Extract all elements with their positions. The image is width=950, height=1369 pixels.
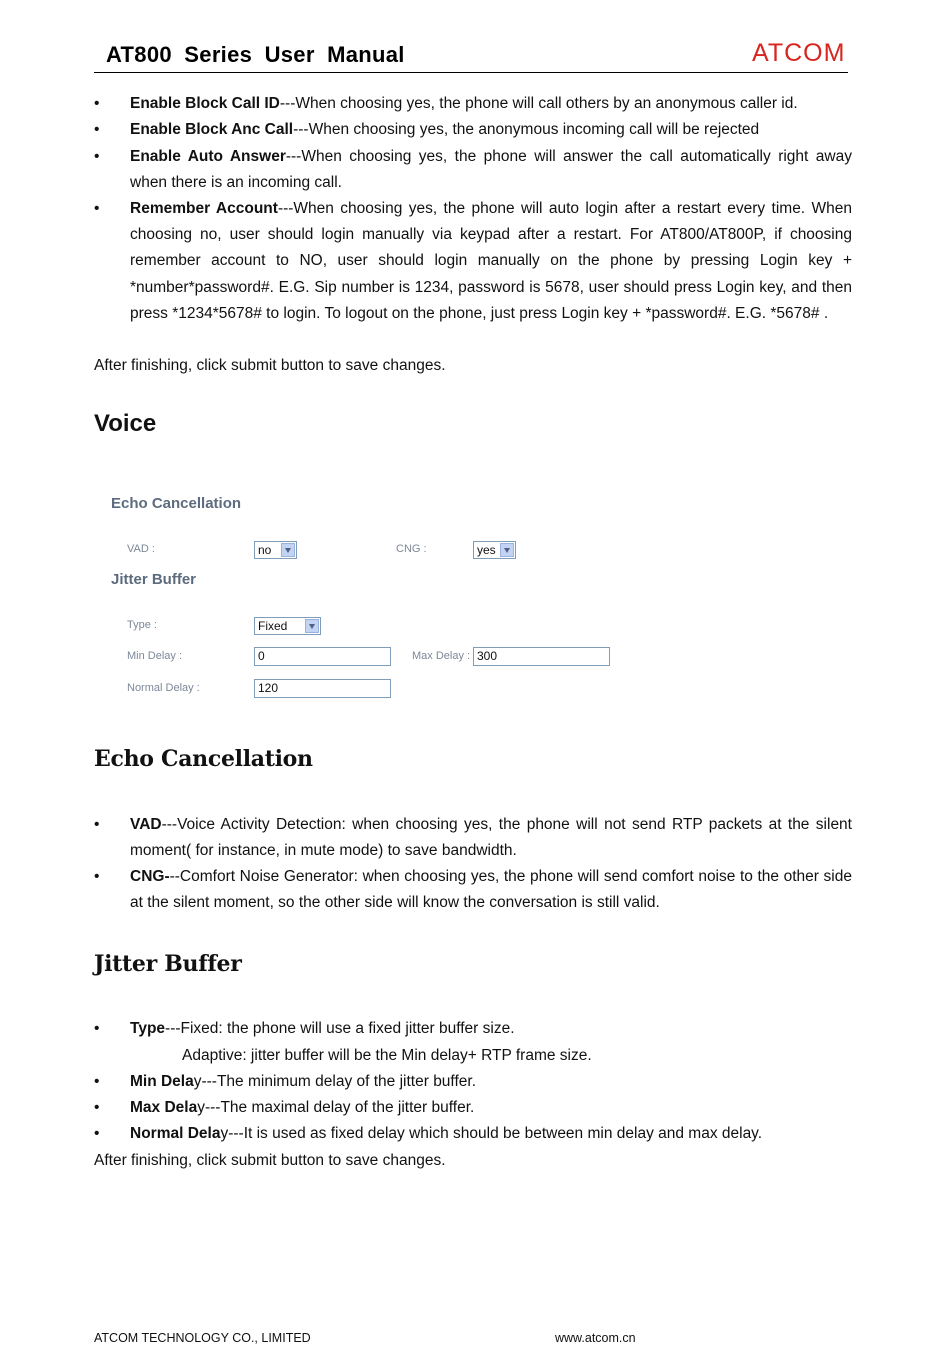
header-title: AT800 Series User Manual	[106, 42, 405, 67]
type-adaptive-text: Adaptive: jitter buffer will be the Min delay+ RTP frame size.	[182, 1047, 592, 1064]
bullet-icon: •	[94, 868, 100, 885]
normal-delay-input[interactable]: 120	[254, 679, 391, 698]
type-label: Type :	[127, 619, 157, 631]
after-finishing-note: After finishing, click submit button to save changes.	[94, 1152, 446, 1169]
after-finishing-note: After finishing, click submit button to save changes.	[94, 357, 446, 374]
list-item	[94, 812, 852, 864]
header-divider	[94, 72, 848, 73]
bullet-icon: •	[94, 1099, 100, 1116]
min-delay-label: Min Delay :	[127, 650, 183, 662]
bullet-term: Enable Block Anc Call	[130, 121, 294, 138]
cng-label: CNG :	[396, 543, 427, 555]
max-delay-label: Max Delay :	[412, 650, 471, 662]
bullet-text: ---When choosing yes, the phone will call others by an anonymous caller id.	[279, 95, 798, 112]
bullet-icon: •	[94, 95, 100, 112]
bullet-term: Enable Auto Answer	[130, 148, 286, 165]
bullet-text: y---The minimum delay of the jitter buffer.	[193, 1073, 476, 1090]
list-item	[94, 1121, 852, 1147]
chevron-down-icon[interactable]	[281, 543, 295, 557]
bullet-text: ---When choosing yes, the phone will answer the call automatically right away when there is an incoming call.	[130, 148, 852, 192]
section-heading-echo: Echo Cancellation	[94, 746, 313, 772]
bullet-icon: •	[94, 1073, 100, 1090]
bullet-term: Max Dela	[130, 1099, 198, 1116]
list-item	[94, 91, 852, 117]
bullet-text: y---The maximal delay of the jitter buffer.	[197, 1099, 475, 1116]
bullet-text: ---Fixed: the phone will use a fixed jitter buffer size.	[165, 1020, 515, 1037]
vad-select[interactable]	[254, 541, 297, 559]
bullet-icon: •	[94, 816, 100, 833]
bullet-term: Enable Block Call ID	[130, 95, 280, 112]
bullet-icon: •	[94, 148, 100, 165]
footer-website: www.atcom.cn	[555, 1331, 636, 1345]
type-select[interactable]	[254, 617, 321, 635]
bullet-icon: •	[94, 200, 100, 217]
bullet-icon: •	[94, 1125, 100, 1142]
section-heading-jitter: Jitter Buffer	[94, 951, 242, 977]
bullet-text: ---When choosing yes, the phone will auto login after a restart every time. When choosing no, user should login manually via keypad after a restart. For AT800/AT800P, if choosing remember account to NO, user should login manually on the phone by pressing Login key + *number*password#. E.G. Sip number is 1234, password is 5678, user should press Login key, and then press *1234*5678# to login. To logout on the phone, just press Login key + *password#. E.G. *5678# .	[130, 200, 852, 322]
bullet-text: --Comfort Noise Generator: when choosing yes, the phone will send comfort noise to the other side at the silent moment, so the other side will know the conversation is still valid.	[130, 868, 852, 912]
type-value: Fixed	[258, 619, 288, 633]
bullet-term: Min Dela	[130, 1073, 194, 1090]
bullet-term: Remember Account	[130, 200, 278, 217]
list-item	[94, 1069, 852, 1095]
normal-delay-label: Normal Delay :	[127, 682, 200, 694]
list-item	[94, 1016, 852, 1042]
cng-select[interactable]	[473, 541, 516, 559]
bullet-icon: •	[94, 1020, 100, 1037]
atcom-logo: ATCOM	[752, 39, 846, 67]
list-item	[94, 144, 852, 196]
bullet-text: y---It is used as fixed delay which should be between min delay and max delay.	[220, 1125, 763, 1142]
cng-value: yes	[477, 543, 496, 557]
chevron-down-icon[interactable]	[500, 543, 514, 557]
section-heading-voice: Voice	[94, 410, 157, 437]
bullet-term: VAD	[130, 816, 162, 833]
bullet-term: Normal Dela	[130, 1125, 221, 1142]
list-item	[94, 864, 852, 916]
bullet-text: ---When choosing yes, the anonymous incoming call will be rejected	[293, 121, 760, 138]
list-item	[94, 1095, 852, 1121]
min-delay-input[interactable]: 0	[254, 647, 391, 666]
form-heading-echo: Echo Cancellation	[111, 495, 242, 512]
vad-label: VAD :	[127, 543, 155, 555]
list-item	[94, 117, 852, 143]
bullet-text: ---Voice Activity Detection: when choosing yes, the phone will not send RTP packets at the silent moment( for instance, in mute mode) to save bandwidth.	[130, 816, 852, 860]
bullet-term: Type	[130, 1020, 166, 1037]
form-heading-jitter: Jitter Buffer	[111, 571, 197, 588]
chevron-down-icon[interactable]	[305, 619, 319, 633]
bullet-term: CNG-	[130, 868, 170, 885]
footer-company: ATCOM TECHNOLOGY CO., LIMITED	[94, 1331, 311, 1345]
max-delay-input[interactable]: 300	[473, 647, 610, 666]
bullet-icon: •	[94, 121, 100, 138]
vad-value: no	[258, 543, 272, 557]
list-item	[94, 196, 852, 327]
